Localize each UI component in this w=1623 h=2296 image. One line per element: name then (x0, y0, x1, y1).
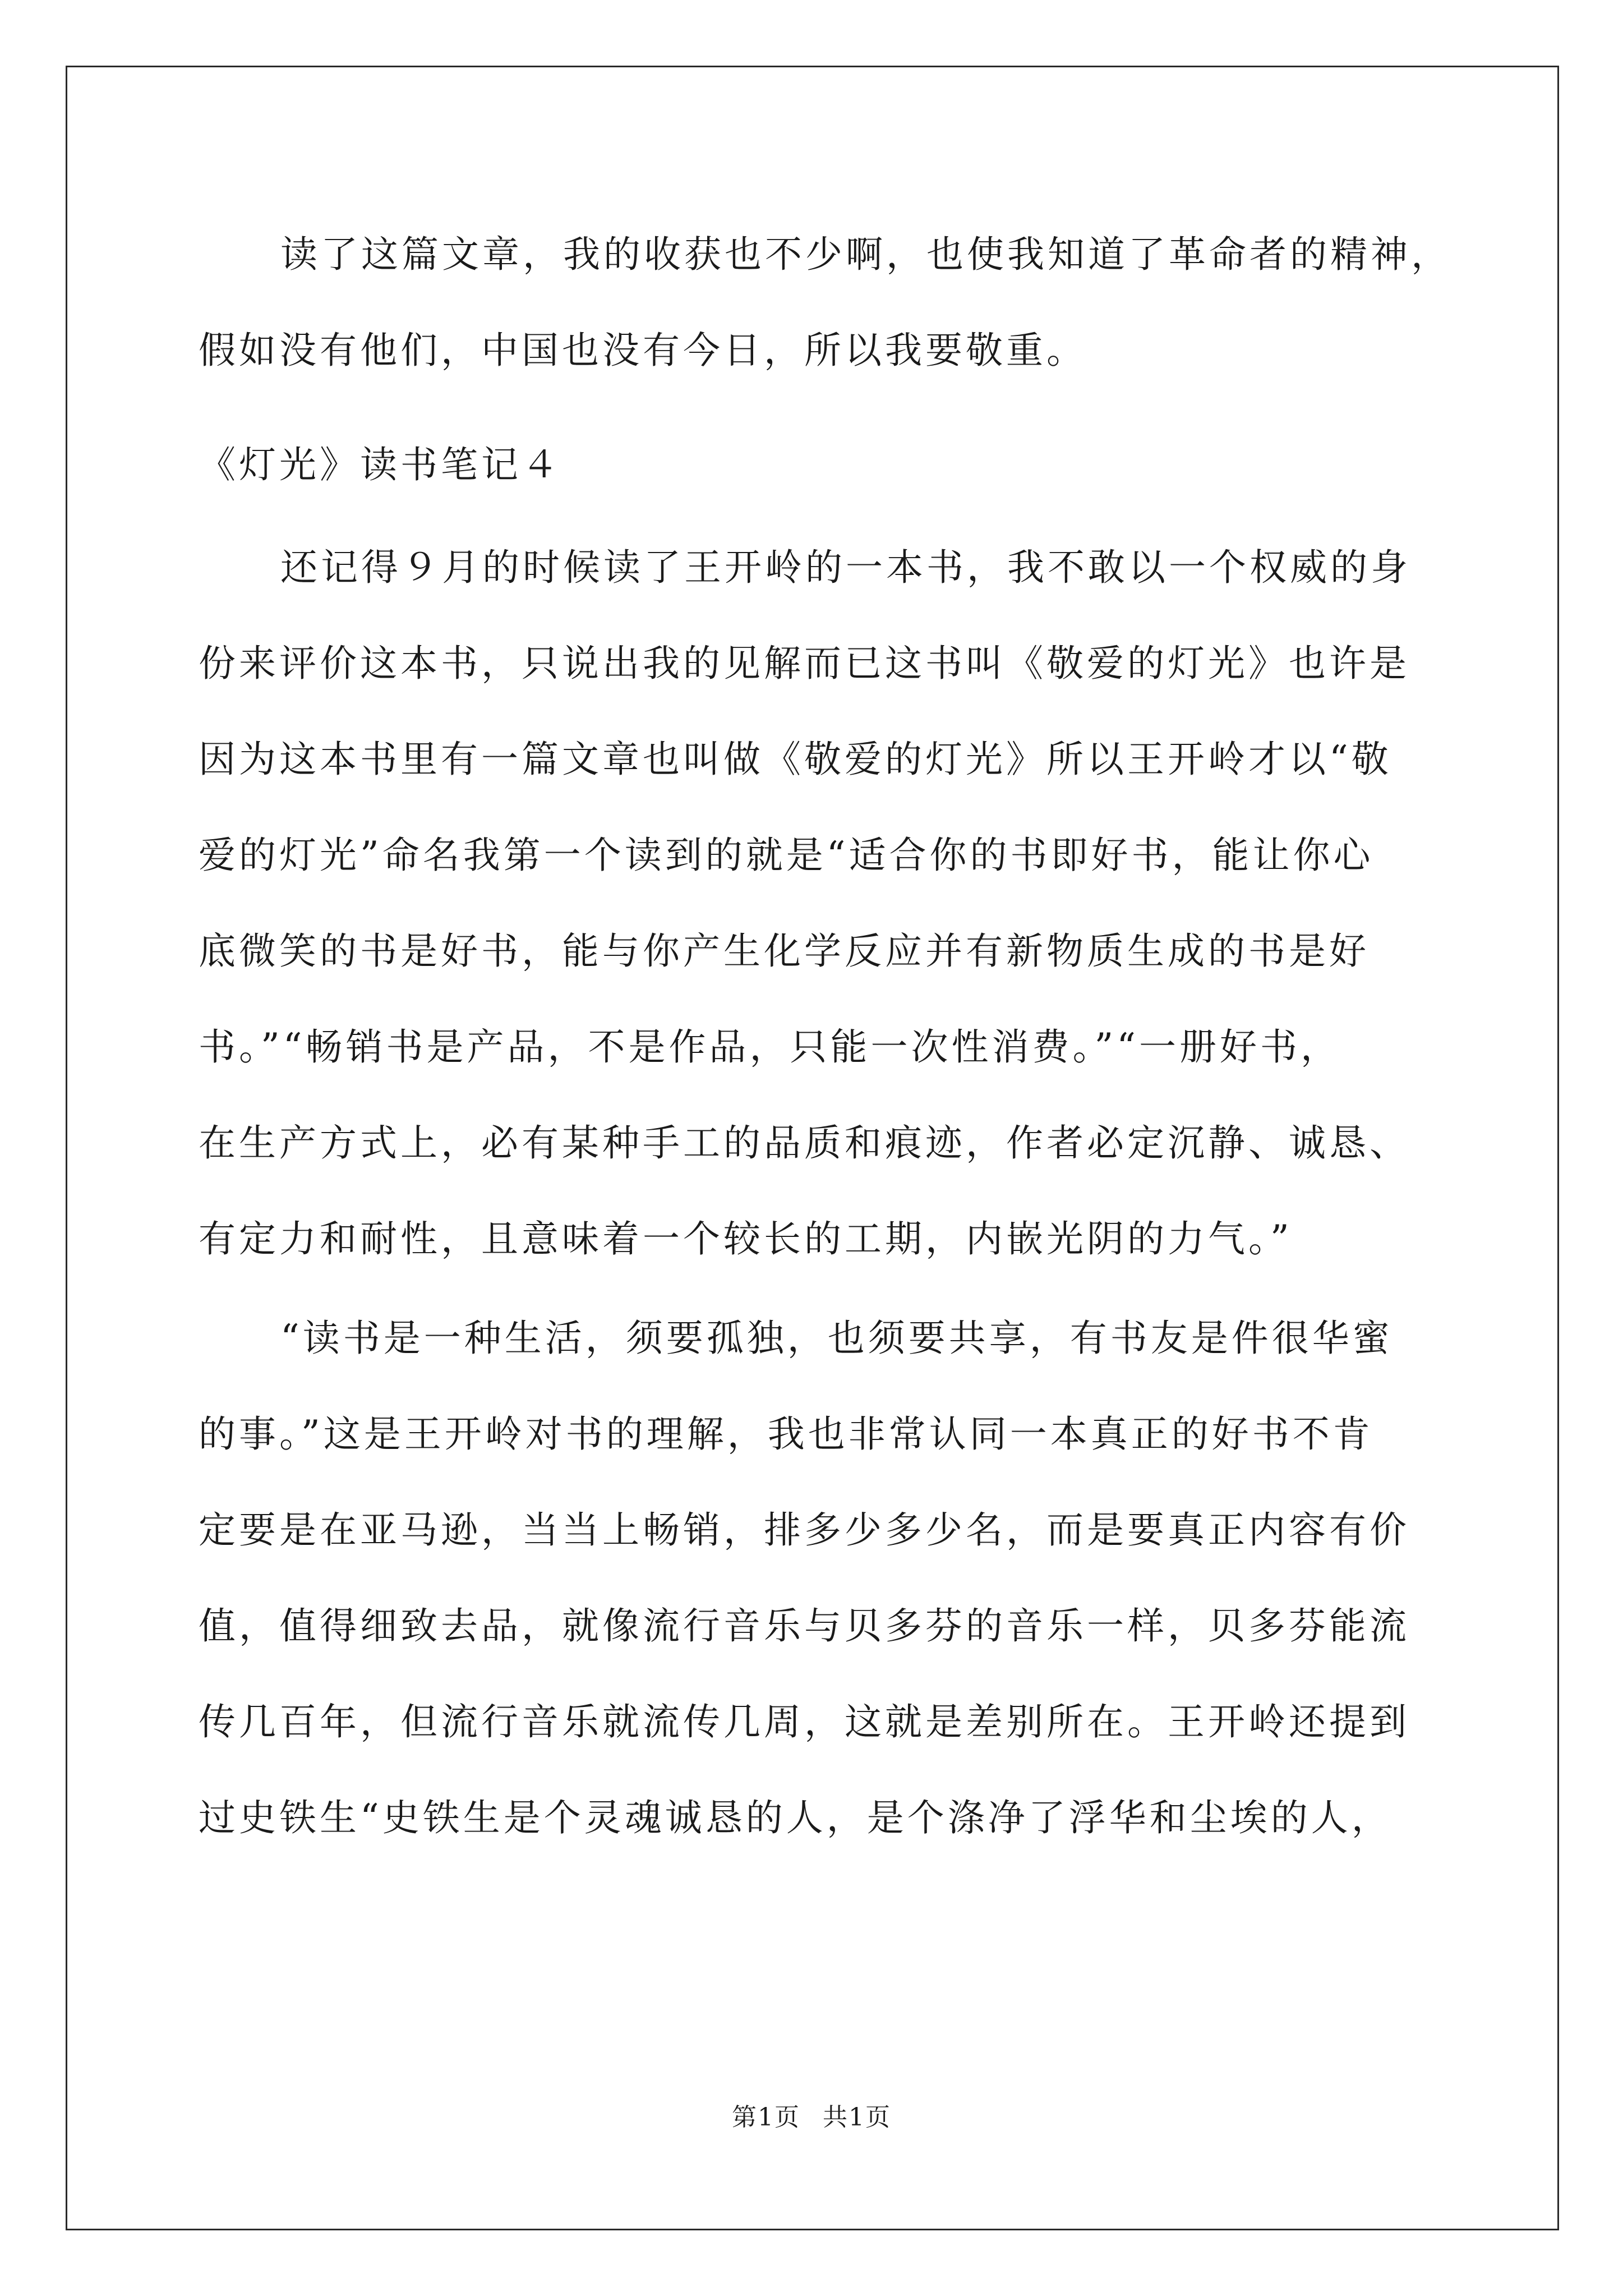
page-total: 共1页 (823, 2103, 891, 2132)
paragraph-line: 爱的灯光”命名我第一个读到的就是“适合你的书即好书，能让你心 (199, 834, 1374, 877)
paragraph-3 (199, 1290, 1444, 1866)
paragraph-line: “读书是一种生活，须要孤独，也须要共享，有书友是件很华蜜 (280, 1317, 1393, 1360)
paragraph-line: 假如没有他们，中国也没有今日，所以我要敬重。 (199, 329, 1087, 372)
paragraph-2 (199, 519, 1444, 1287)
paragraph-line: 因为这本书里有一篇文章也叫做《敬爱的灯光》所以王开岭才以“敬 (199, 738, 1392, 781)
paragraph-line: 在生产方式上，必有某种手工的品质和痕迹，作者必定沉静、诚恳、 (199, 1121, 1410, 1165)
page-number: 第1页 (732, 2103, 800, 2132)
paragraph-line: 底微笑的书是好书，能与你产生化学反应并有新物质生成的书是好 (199, 930, 1370, 973)
paragraph-line: 还记得９月的时候读了王开岭的一本书，我不敢以一个权威的身 (280, 546, 1411, 589)
paragraph-line: 的事。”这是王开岭对书的理解，我也非常认同一本真正的好书不肯 (199, 1412, 1373, 1456)
paragraph-line: 传几百年，但流行音乐就流传几周，这就是差别所在。王开岭还提到 (199, 1700, 1410, 1743)
paragraph-line: 有定力和耐性，且意味着一个较长的工期，内嵌光阴的力气。” (199, 1217, 1293, 1260)
paragraph-line: 过史铁生“史铁生是个灵魂诚恳的人，是个涤净了浮华和尘埃的人， (199, 1796, 1392, 1839)
paragraph-line: 值，值得细致去品，就像流行音乐与贝多芬的音乐一样，贝多芬能流 (199, 1604, 1410, 1648)
paragraph-line: 读了这篇文章，我的收获也不少啊，也使我知道了革命者的精神， (280, 233, 1451, 276)
paragraph-line: 书。”“畅销书是产品，不是作品，只能一次性消费。”“一册好书， (199, 1025, 1341, 1069)
paragraph-line: 定要是在亚马逊，当当上畅销，排多少多少名，而是要真正内容有价 (199, 1508, 1410, 1552)
page-footer (0, 2097, 1623, 2133)
paragraph-1 (199, 206, 1451, 398)
section-heading (199, 417, 1444, 513)
paragraph-line: 份来评价这本书，只说出我的见解而已这书叫《敬爱的灯光》也许是 (199, 642, 1410, 685)
heading-text: 《灯光》读书笔记４ (199, 443, 562, 486)
